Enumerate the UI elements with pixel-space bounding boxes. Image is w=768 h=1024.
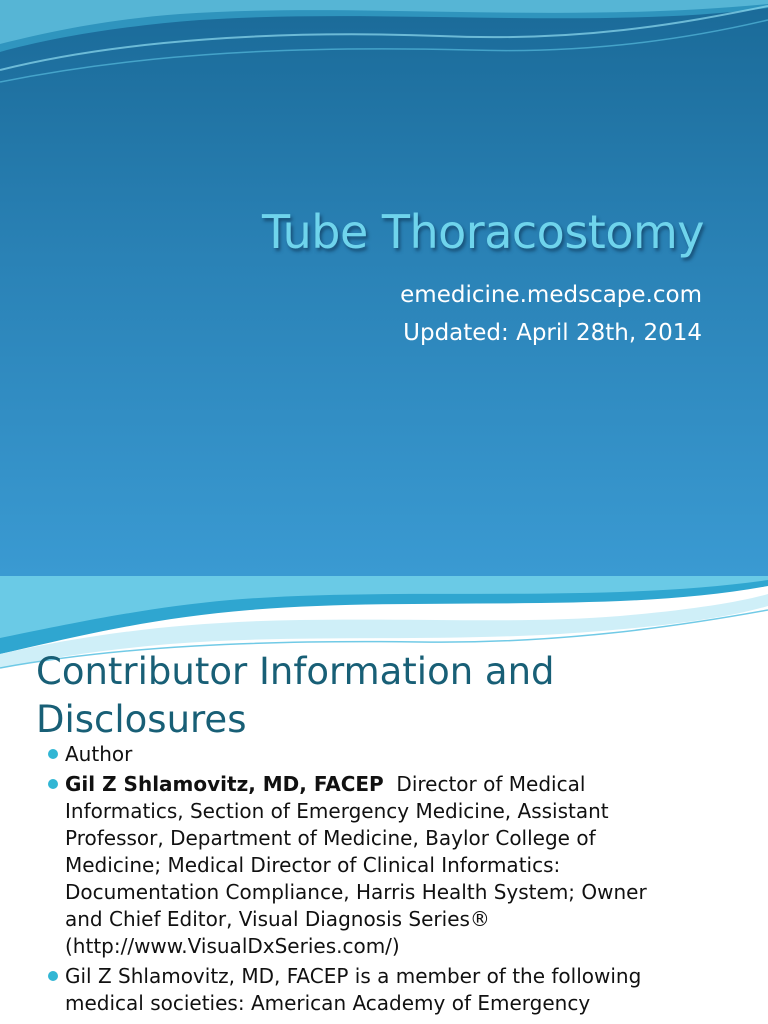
membership-line: Gil Z Shlamovitz, MD, FACEP is a member of the following xyxy=(65,964,642,988)
slide-subtitle xyxy=(400,276,702,352)
bullet-memberships xyxy=(48,963,738,1017)
bullet-author-bio xyxy=(48,771,738,960)
slide-title: Tube Thoracostomy xyxy=(262,205,704,259)
author-name: Gil Z Shlamovitz, MD, FACEP xyxy=(65,772,384,796)
bio-line: and Chief Editor, Visual Diagnosis Series® xyxy=(65,907,490,931)
bullet-text: Author xyxy=(65,742,133,766)
membership-line: medical societies: American Academy of Emergency xyxy=(65,991,591,1015)
wave-decoration xyxy=(0,0,768,100)
updated-date: Updated: April 28th, 2014 xyxy=(403,320,702,346)
bio-line: Medicine; Medical Director of Clinical Informatics: xyxy=(65,853,561,877)
bio-line: Professor, Department of Medicine, Baylor College of xyxy=(65,826,596,850)
bullet-author xyxy=(48,741,738,768)
bullet-list xyxy=(48,741,738,1020)
source-text: emedicine.medscape.com xyxy=(400,282,702,308)
contributor-title xyxy=(36,648,555,744)
bio-line: Informatics, Section of Emergency Medicine, Assistant xyxy=(65,799,609,823)
bio-line: Documentation Compliance, Harris Health System; Owner xyxy=(65,880,647,904)
contributor-title-line1: Contributor Information and xyxy=(36,650,555,693)
bio-line: (http://www.VisualDxSeries.com/) xyxy=(65,934,400,958)
bio-line: Director of Medical xyxy=(396,772,586,796)
contributor-title-line2: Disclosures xyxy=(36,698,247,741)
